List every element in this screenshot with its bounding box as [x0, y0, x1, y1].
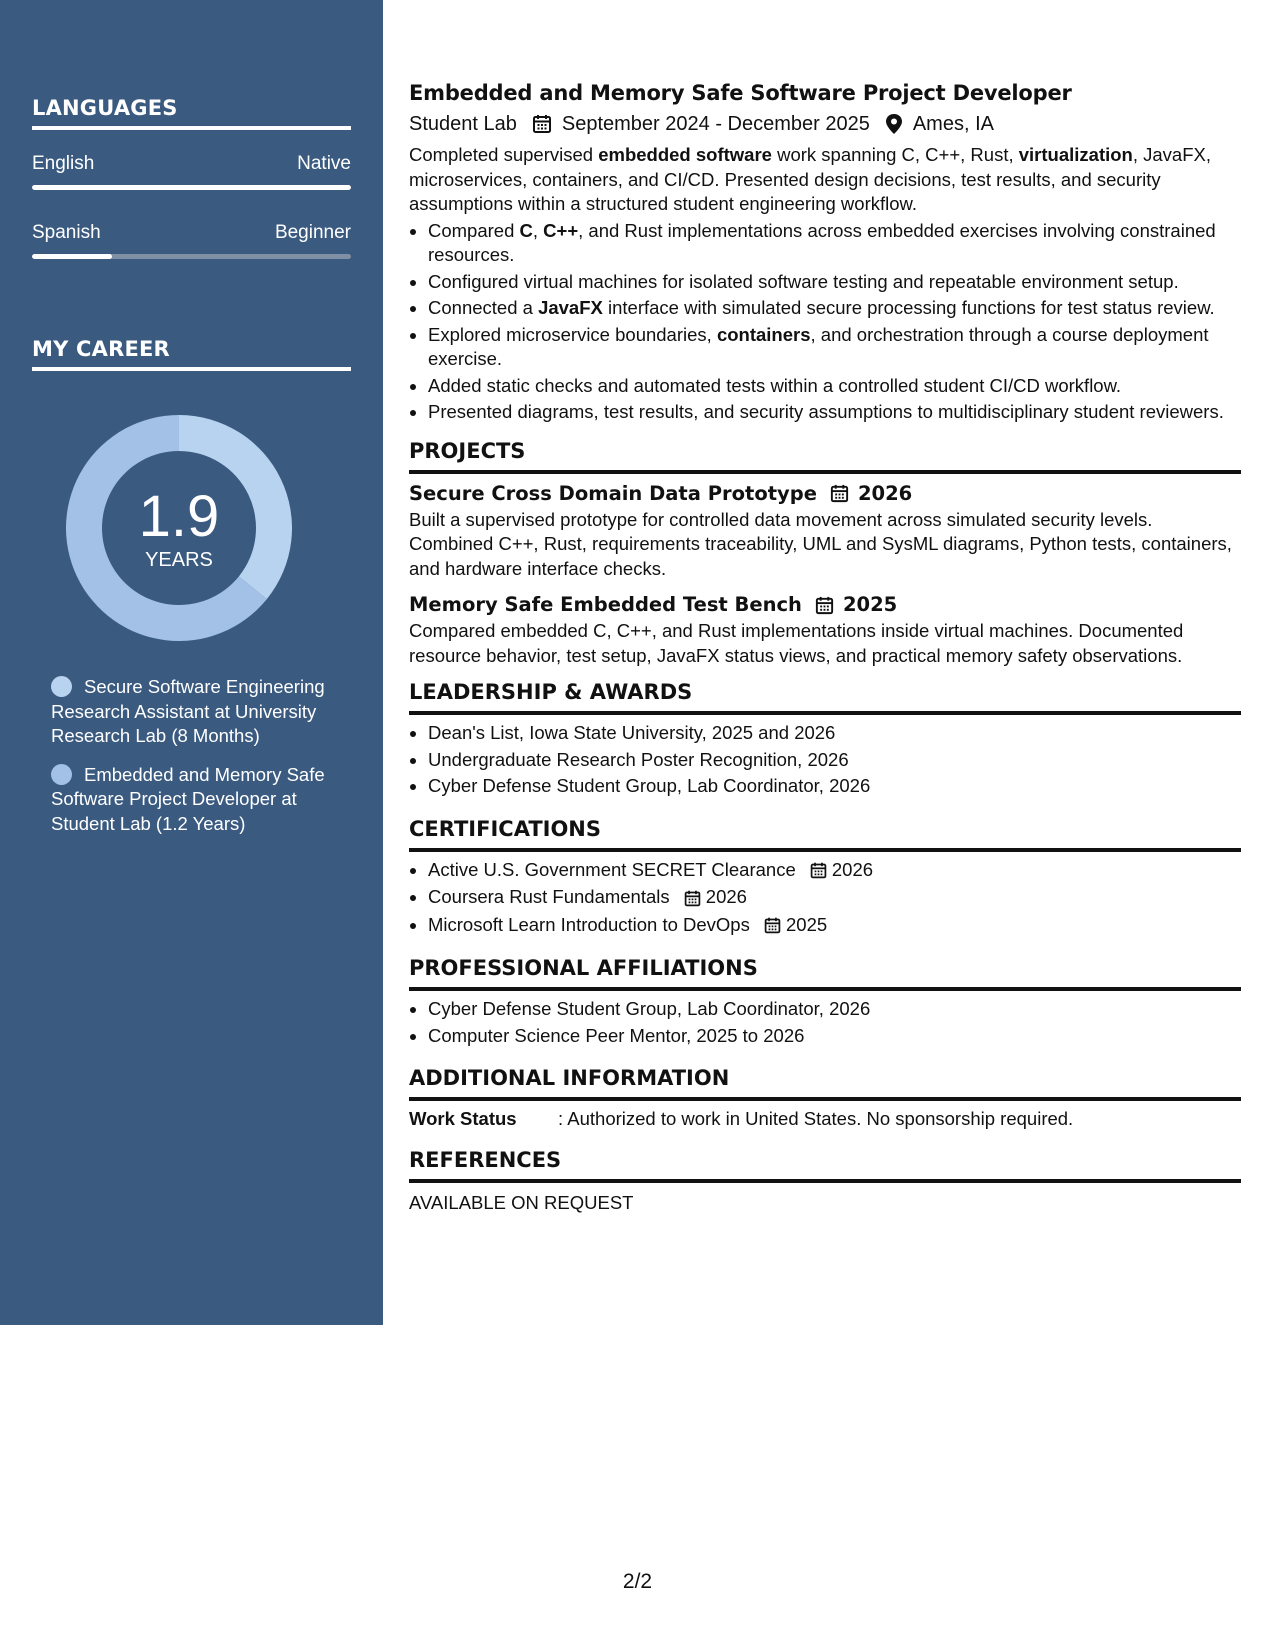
certification-item	[428, 858, 1241, 883]
work-status-row	[409, 1107, 1241, 1132]
affiliation-item: • Cyber Defense Student Group, Lab Coordinator, 2026	[428, 997, 1241, 1022]
references-text: AVAILABLE ON REQUEST	[409, 1191, 634, 1213]
calendar-icon	[683, 889, 702, 908]
job-bullet: • Presented diagrams, test results, and security assumptions to multidisciplinary student reviewers.	[428, 400, 1241, 425]
leadership-item: • Undergraduate Research Poster Recognition, 2026	[428, 748, 1241, 773]
career-legend-text: Secure Software Engineering Research Assistant at University Research Lab (8 Months)	[51, 676, 325, 746]
languages-heading: LANGUAGES	[32, 96, 351, 130]
language-bar-english	[32, 185, 351, 190]
language-row-spanish	[32, 222, 351, 244]
certification-name: Coursera Rust Fundamentals	[428, 886, 670, 907]
project-year: 2026	[857, 481, 913, 505]
references-heading: REFERENCES	[409, 1146, 1241, 1183]
leadership-item: • Cyber Defense Student Group, Lab Coordinator, 2026	[428, 774, 1241, 799]
leadership-item: • Dean's List, Iowa State University, 2025 and 2026	[428, 721, 1241, 746]
language-name: Spanish	[32, 222, 101, 243]
certification-year: 2026	[831, 858, 874, 880]
career-legend-text: Embedded and Memory Safe Software Project Developer at Student Lab (1.2 Years)	[51, 763, 325, 834]
legend-dot-icon	[51, 764, 72, 785]
calendar-icon	[531, 113, 553, 135]
career-heading: MY CAREER	[32, 337, 351, 371]
project-title: Memory Safe Embedded Test Bench	[409, 593, 802, 616]
affiliations-list	[409, 997, 1241, 1048]
legend-dot-icon	[51, 676, 72, 697]
certifications-list	[409, 858, 1241, 938]
career-legend	[51, 675, 341, 850]
job-bullet: • Connected a JavaFX interface with simulated secure processing functions for test status review.	[428, 296, 1241, 321]
additional-info-heading: ADDITIONAL INFORMATION	[409, 1064, 1241, 1101]
project-year: 2025	[842, 593, 898, 616]
language-bar-fill	[32, 185, 351, 190]
career-legend-item	[51, 763, 341, 837]
job-bullets	[409, 219, 1241, 425]
affiliations-heading: PROFESSIONAL AFFILIATIONS	[409, 954, 1241, 991]
job-meta	[409, 109, 1241, 139]
language-level: Beginner	[274, 222, 351, 243]
job-dates: September 2024 - December 2025	[561, 113, 870, 135]
language-row-english	[32, 153, 351, 175]
job-description: Completed supervised embedded software work spanning C, C++, Rust, virtualization, JavaFX, microservices, containers, and CI/CD. Presented design decisions, test results, and security assumptions within a structured student engineering workflow.	[409, 144, 1211, 214]
certifications-heading: CERTIFICATIONS	[409, 815, 1241, 852]
project-title-row	[409, 480, 1241, 508]
leadership-list	[409, 721, 1241, 799]
page-number: 2/2	[622, 1570, 653, 1593]
calendar-icon	[809, 861, 828, 880]
certification-item	[428, 913, 1241, 938]
certification-name: Microsoft Learn Introduction to DevOps	[428, 913, 750, 935]
leadership-heading: LEADERSHIP & AWARDS	[409, 678, 1241, 715]
career-total-value: 1.9	[138, 484, 220, 549]
language-bar-fill	[32, 254, 112, 259]
job-bullet: • Compared C, C++, and Rust implementations across embedded exercises involving constrained resources.	[428, 219, 1241, 268]
job-location: Ames, IA	[912, 113, 994, 135]
job-bullet: • Explored microservice boundaries, containers, and orchestration through a course deployment exercise.	[428, 323, 1241, 372]
career-legend-item	[51, 675, 341, 749]
project-title-row	[409, 591, 1241, 619]
career-total-unit: YEARS	[145, 549, 213, 571]
calendar-icon	[814, 595, 835, 616]
language-name: English	[32, 153, 95, 174]
job-bullet: • Configured virtual machines for isolated software testing and repeatable environment setup.	[428, 270, 1241, 295]
language-level: Native	[297, 153, 351, 174]
certification-item	[428, 885, 1241, 910]
project-description: Built a supervised prototype for controlled data movement across simulated security levels. Combined C++, Rust, requirements traceability, UML and SysML diagrams, Python tests, containers, and hardware interface checks.	[409, 508, 1232, 579]
affiliation-item: • Computer Science Peer Mentor, 2025 to 2026	[428, 1024, 1241, 1049]
main-content	[409, 78, 1241, 1215]
project-title: Secure Cross Domain Data Prototype	[409, 481, 817, 505]
calendar-icon	[829, 483, 850, 504]
map-pin-icon	[884, 113, 904, 135]
job-company: Student Lab	[409, 113, 517, 135]
certification-name: Active U.S. Government SECRET Clearance	[428, 858, 796, 880]
sidebar	[0, 0, 383, 1325]
language-bar-spanish	[32, 254, 351, 259]
work-status-value: : Authorized to work in United States. No sponsorship required.	[558, 1108, 1074, 1129]
job-title: Embedded and Memory Safe Software Project Developer	[409, 81, 1072, 105]
projects-heading: PROJECTS	[409, 437, 1241, 474]
job-bullet: • Added static checks and automated tests within a controlled student CI/CD workflow.	[428, 374, 1241, 399]
project-description: Compared embedded C, C++, and Rust implementations inside virtual machines. Documented resource behavior, test setup, JavaFX status views, and practical memory safety observations.	[409, 620, 1184, 666]
calendar-icon	[763, 916, 782, 935]
certification-year: 2025	[786, 913, 828, 935]
work-status-label: Work Status	[409, 1108, 517, 1129]
certification-year: 2026	[705, 886, 747, 907]
